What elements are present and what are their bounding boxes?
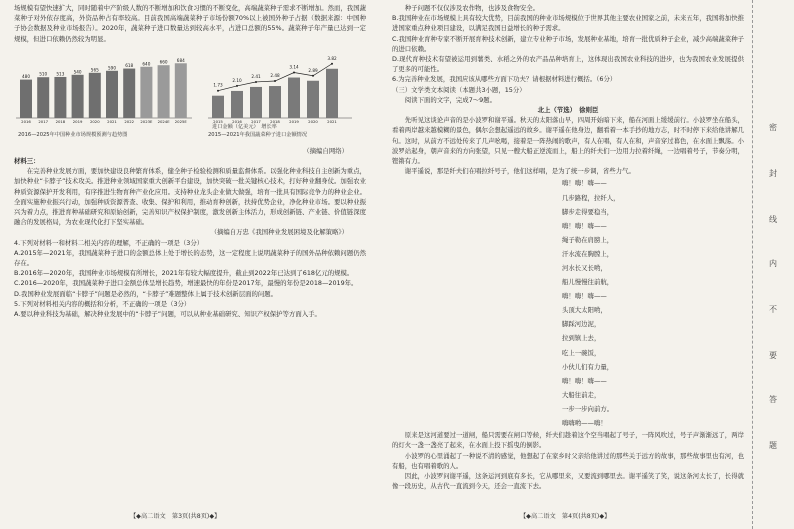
material-title: 材料三： — [14, 157, 40, 166]
section-heading: （三）文学类文本阅读（本题共3小题，15分） — [392, 85, 526, 94]
q5-option-d: D.现代育种技术有望被运用到薯类、水稻之外的农产品品种培育上，这体现出我国农业科技的进步，也为我国农业发展提供了更多的可能性。 — [392, 55, 744, 74]
song-line: 嗨！嗨！嗨—— — [562, 221, 607, 230]
story-paragraph-1: 先听见这谈论声音的是小波罗和谢平遥。秋天的太阳落山早，四周开始暗下来，船在河面上缓缓前行。小波罗坐在船头，看着两岸越来越模糊的景色，偶尔会想起遥远的故乡。谢平遥在他身边，翻看着一本手抄的地方志，时不时停下来给他讲解几句。这时，从前方不远处传来了几声吆喝，接着是一阵热闹的歌声，有人在唱，有人在和，声音穿过暮色，在水面上飘荡。小波罗站起身，朝声音来的方向张望，只见一艘大船正逆流而上，船上的纤夫们一边用力拉着纤绳，一边唱着号子，节奏分明，铿锵有力。 — [392, 116, 744, 166]
chart2-value-label: 2.41 — [251, 73, 261, 79]
chart1-tick-label: 2017 — [38, 118, 49, 124]
chart1-bar — [140, 67, 152, 118]
chart2-value-label: 3.14 — [289, 64, 299, 70]
chart2-tick-label: 2015 — [213, 118, 223, 124]
chart2-trend-point — [236, 85, 238, 87]
chart1-value-label: 618 — [125, 62, 134, 68]
chart2-tick-label: 2020 — [308, 118, 318, 124]
chart1-bar — [37, 77, 49, 118]
chart1-value-label: 510 — [39, 71, 48, 77]
chart1-value-label: 684 — [176, 57, 185, 63]
chart2-tick-label: 2018 — [270, 118, 280, 124]
chart1-tick-label: 2018 — [55, 118, 66, 124]
song-line: 嗨！嗨！嗨—— — [562, 179, 607, 188]
seal-line-char: 内 — [769, 259, 777, 268]
chart1-tick-label: 2022 — [124, 118, 135, 124]
song-line: 船儿慢慢往前航， — [562, 278, 614, 287]
chart1-bar — [54, 77, 66, 118]
chart1-bar — [106, 71, 118, 118]
chart1-value-label: 660 — [159, 59, 168, 65]
question-6: 6.为完善种业发展，我国应该从哪些方面下功夫？请根据材料进行概括。（6分） — [392, 75, 617, 84]
seal-line-char: 线 — [769, 215, 777, 224]
song-intro: 谢平遥说，那是纤夫们在唱拉纤号子，他们这样唱，是为了统一步调，省些力气。 — [404, 167, 635, 176]
chart1-tick-label: 2020 — [89, 118, 100, 124]
chart2-bar — [307, 81, 319, 118]
chart2-bar — [212, 96, 224, 118]
song-line: 拉到镇上去， — [562, 334, 601, 343]
chart1-value-label: 540 — [73, 69, 82, 75]
right-column — [392, 3, 744, 491]
q4-option-a: A.2015年—2021年，我国蔬菜种子进口的金额总体上处于增长的态势，这一定程度上说明蔬菜种子的国外品种依赖问题仍然存在。 — [14, 248, 366, 268]
q4-option-c: C.2016—2020年，我国蔬菜种子进口金额总体呈增长趋势，增速最快的年份是2017年，最慢的年份是2018—2019年。 — [14, 279, 358, 288]
song-line: 大船往前走， — [562, 390, 601, 399]
q5-option-a: A.要以种业科技为基础，解决种业发展中的“卡脖子”问题，可以从种业基础研究、知识产权保护等方面入手。 — [14, 310, 321, 319]
song-line: 嗨！嗨！嗨—— — [562, 292, 607, 301]
chart2-legend — [212, 124, 277, 131]
chart1-bar — [89, 73, 101, 118]
chart2-bar — [250, 87, 262, 118]
chart2-value-label: 2.48 — [270, 72, 280, 78]
chart2-value-label: 3.82 — [327, 55, 337, 61]
chart1-bar — [175, 63, 187, 118]
chart2-trend-point — [312, 75, 314, 77]
chart1-bar — [158, 65, 170, 118]
chart2-value-label: 1.73 — [213, 82, 223, 88]
intro-paragraph: 场规模有望快速扩大，同时随着中产阶级人数的不断增加和饮食习惯的不断变化，高端蔬菜种子需求不断增加。然而，我国蔬菜种子对外依存度高，外资品种占有率较高。目前我国高端蔬菜种子市场份额70%以上被国外种子占据（数据来源：中国种子协会数据及种业市场报告）。2020年，蔬菜种子进口数量达到较高水平，占进口总额的55%。蔬菜种子年产量已达到一定规模，但进口依赖仍然较为明显。 — [14, 4, 366, 43]
material-text: 在完善种业发展方面，要加快建设良种繁育体系，健全种子检验检测和质量监督体系。以强化种业科技自主创新为重点，加快种业“卡脖子”技术攻关。推进种业领域国家重大创新平台建设，加快突破一批关键核心技术，打好种业翻身仗。加强农业种质资源保护开发利用，有序推进生物育种产业化应用。支持种业龙头企业做大做强，培育一批具有国际竞争力的种业企业。全面实施种业振兴行动，加强种质资源普查、收集、保护和利用，推动育种创新，扶持优势企业，净化种业市场。要以种业振兴为着力点，推进育种基础研究和原始创新，完善知识产权保护制度，激发创新主体活力，形成创新链、产业链、价值链深度融合的发展格局，为农业现代化打下坚实基础。 — [14, 167, 366, 227]
chart1-value-label: 480 — [22, 73, 30, 79]
right-top-text: 种子问题不仅仅涉及农作物，也涉及食物安全。 — [404, 4, 539, 12]
chart1-bar — [20, 79, 32, 117]
song-line: 吃上一碗饭， — [562, 348, 601, 357]
seal-line-margin — [752, 0, 794, 529]
chart2-tick-label: 2017 — [251, 118, 261, 124]
q5-option-c: C.我国种业育种专家不断开展育种技术创新，建立专业种子市场，发展种业基地，培育一批优质种子企业，减少高端蔬菜种子的进口依赖。 — [392, 34, 744, 53]
chart1-tick-label: 2016 — [21, 118, 31, 124]
charts-area — [14, 46, 366, 146]
chart2-bar — [288, 77, 300, 117]
chart2-value-label: 2.10 — [232, 77, 242, 83]
q4-option-b: B.2016年—2020年，我国种业市场规模有所增长，2021年有较大幅度提升，截止到2022年已达到了618亿元的规模。 — [14, 269, 354, 278]
chart1-bar — [72, 75, 84, 118]
chart1-value-label: 590 — [108, 65, 116, 71]
chart2-trend-point — [331, 63, 333, 65]
q4-option-d: D.我国种业发展面临“卡脖子”问题是必然的，“卡脖子”难题整体上属于技术创新层面的问题。 — [14, 289, 278, 298]
chart1-bar — [123, 68, 135, 117]
chart2-bar — [326, 69, 338, 118]
chart2-value-label: 2.89 — [308, 67, 318, 73]
seal-line-char: 题 — [769, 441, 777, 450]
chart1-tick-label: 2025E — [174, 118, 187, 124]
song-line: 河水长又长哟， — [562, 264, 607, 273]
song-line: 几步路程，拉纤人， — [562, 193, 620, 202]
chart2-trend-point — [255, 81, 257, 83]
song-line: 绳子勒在肩膀上， — [562, 235, 614, 244]
song-line: 脚踩河边泥， — [562, 320, 601, 329]
chart2-trend-point — [274, 80, 276, 82]
chart2-legend-a: 进口金额（亿美元） — [212, 123, 257, 130]
chart1-caption: 2016—2025年中国种业市场规模预测与趋势图 — [18, 131, 128, 138]
market-size-chart — [14, 46, 194, 132]
song-line: 脚步走得要稳当， — [562, 207, 614, 216]
story-paragraph-2: 原来是这河道要过一道闸，船只需要在闸口等候，纤夫们趁着这个空当唱起了号子，一阵风吹过，号子声渐渐远了，两岸的灯火一盏一盏亮了起来，在水面上投下摇曳的倒影。 — [392, 431, 744, 450]
chart2-bar — [231, 91, 243, 118]
work-song — [562, 176, 744, 430]
song-line: 汗水流在胸膛上， — [562, 249, 614, 258]
question-4: 4.下列对材料一和材料二相关内容的理解，不正确的一项是（3分） — [14, 238, 204, 247]
import-value-chart — [204, 46, 354, 132]
chart2-trend-point — [293, 71, 295, 73]
story-paragraph-4: 因此，小波罗问谢平遥，这条运河到底有多长，它从哪里来，又要流到哪里去。谢平遥笑了笑，说这条河太长了，长得就像一段历史，从古代一直流到今天，还会一直流下去。 — [392, 471, 744, 491]
seal-line-char: 封 — [769, 169, 777, 178]
chart1-tick-label: 2019 — [72, 118, 83, 124]
chart1-value-label: 565 — [90, 67, 99, 73]
song-line: 嗨！嗨！嗨—— — [562, 376, 607, 385]
chart1-value-label: 513 — [56, 71, 65, 77]
chart2-trend-point — [217, 90, 219, 92]
source-note-2: （摘编自万忠《我国种业发展困境及化解策略》） — [210, 228, 348, 237]
source-note-1: （摘编自网络） — [303, 146, 348, 155]
chart2-legend-b: 增长率 — [261, 123, 277, 130]
chart2-bar — [269, 86, 281, 118]
chart1-tick-label: 2024E — [157, 118, 170, 124]
seal-line-char: 不 — [769, 305, 777, 314]
song-line: 头顶大太阳哟， — [562, 306, 607, 315]
q5-option-b: B.我国种业在市场规模上具有较大优势，目前我国的种业市场规模位于世界其他主要农业国家之前，未来五年，我国将加快推进国家重点种业项目建设，以满足我国日益增长的种子需求。 — [392, 14, 744, 33]
footer-right: 【◆高二语文 第4页(共8页)◆】 — [520, 513, 611, 520]
chart2-tick-label: 2021 — [327, 118, 337, 124]
left-column — [14, 3, 366, 319]
song-line: 一步一步向前方。 — [562, 404, 614, 413]
seal-line-char: 答 — [769, 395, 777, 404]
seal-line-char: 要 — [769, 351, 777, 360]
chart1-value-label: 640 — [142, 61, 151, 67]
chart2-tick-label: 2019 — [289, 118, 299, 124]
footer-left: 【◆高二语文 第3页(共8页)◆】 — [130, 513, 221, 520]
story-paragraph-3: 小波罗的心里涌起了一种说不清的感觉，他想起了在家乡时父亲给他讲过的那些关于远方的故事，那些故事里也有河，也有船，也有唱着歌的人。 — [392, 451, 744, 470]
chart1-tick-label: 2023E — [140, 118, 153, 124]
chart1-tick-label: 2021 — [107, 118, 117, 124]
seal-line-char: 密 — [769, 123, 777, 132]
story-title: 北上（节选） 徐则臣 — [537, 106, 599, 115]
song-line: 小伙儿们有力量， — [562, 362, 614, 371]
reading-instruction: 阅读下面的文字，完成7～9题。 — [404, 95, 497, 104]
question-5: 5.下列对材料相关内容的概括和分析，不正确的一项是（3分） — [14, 299, 191, 308]
song-line: 嗨嗨哟——嗨！ — [562, 419, 607, 428]
chart2-tick-label: 2016 — [232, 118, 242, 124]
chart2-caption: 2015—2021年我国蔬菜种子进口金额情况 — [208, 131, 308, 138]
